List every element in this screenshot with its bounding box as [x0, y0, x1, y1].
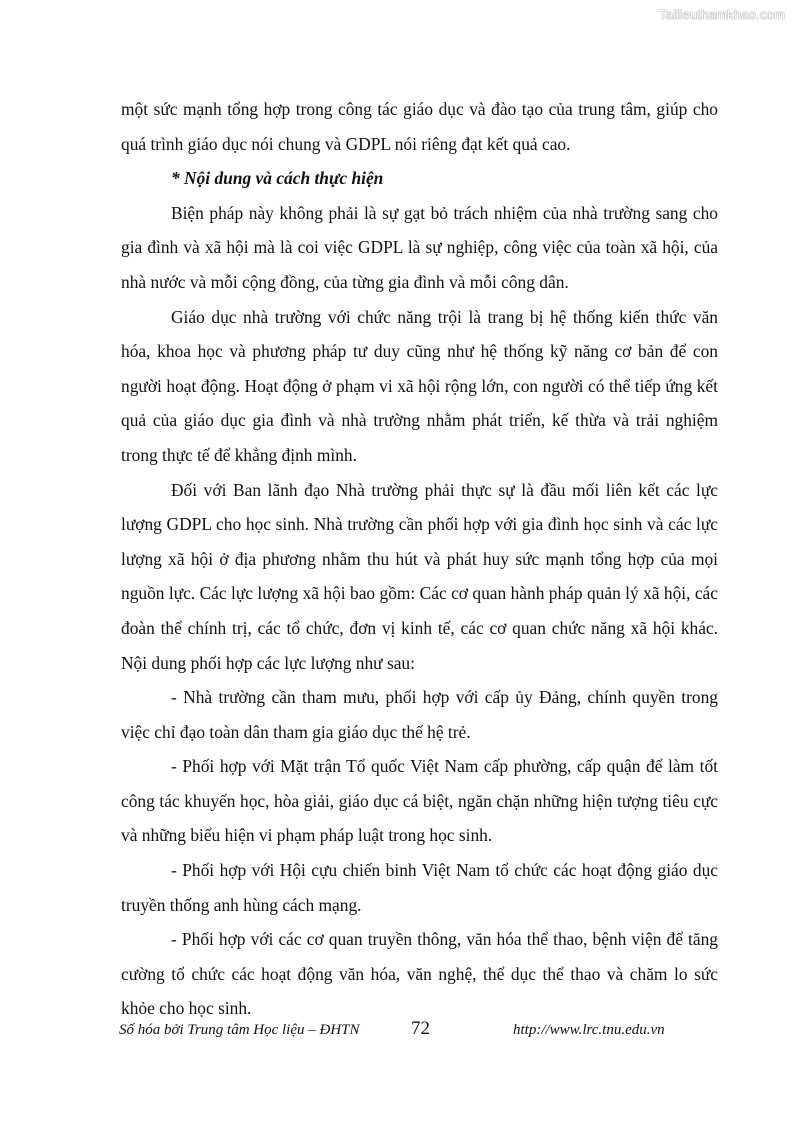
page-number: 72	[411, 1018, 430, 1039]
footer-url: http://www.lrc.tnu.edu.vn	[513, 1022, 665, 1038]
footer-source: Số hóa bởi Trung tâm Học liệu – ĐHTN	[119, 1022, 360, 1038]
list-item: - Phối hợp với các cơ quan truyền thông, văn hóa thể thao, bệnh viện để tăng cường tổ chức các hoạt động văn hóa, văn nghệ, thể dục thể thao và chăm lo sức khỏe cho học sinh.	[121, 929, 718, 1019]
list-item: - Phối hợp với Mặt trận Tổ quốc Việt Nam cấp phường, cấp quận để làm tốt công tác khuyến học, hòa giải, giáo dục cá biệt, ngăn chặn những hiện tượng tiêu cực và những biểu hiện vi phạm pháp luật trong học sinh.	[121, 756, 718, 846]
paragraph: Biện pháp này không phải là sự gạt bỏ trách nhiệm của nhà trường sang cho gia đình và xã hội mà là coi việc GDPL là sự nghiệp, công việc của toàn xã hội, của nhà nước và mỗi cộng đồng, của từng gia đình và mỗi công dân.	[121, 202, 718, 292]
paragraph-continuation: một sức mạnh tổng hợp trong công tác giáo dục và đào tạo của trung tâm, giúp cho quá trình giáo dục nói chung và GDPL nói riêng đạt kết quả cao.	[121, 99, 718, 154]
list-item: - Phối hợp với Hội cựu chiến binh Việt Nam tổ chức các hoạt động giáo dục truyền thống anh hùng cách mạng.	[121, 860, 718, 915]
section-heading: * Nội dung và cách thực hiện	[171, 168, 384, 189]
page-body	[121, 92, 718, 1026]
paragraph: Đối với Ban lãnh đạo Nhà trường phải thực sự là đầu mối liên kết các lực lượng GDPL cho học sinh. Nhà trường cần phối hợp với gia đình học sinh và các lực lượng xã hội ở địa phương nhằm thu hút và phát huy sức mạnh tổng hợp của mọi nguồn lực. Các lực lượng xã hội bao gồm: Các cơ quan hành pháp quản lý xã hội, các đoàn thể chính trị, các tổ chức, đơn vị kinh tế, các cơ quan chức năng xã hội khác. Nội dung phối hợp các lực lượng như sau:	[121, 479, 718, 673]
list-item: - Nhà trường cần tham mưu, phối hợp với cấp ủy Đảng, chính quyền trong việc chỉ đạo toàn dân tham gia giáo dục thế hệ trẻ.	[121, 687, 718, 742]
paragraph: Giáo dục nhà trường với chức năng trội là trang bị hệ thống kiến thức văn hóa, khoa học và phương pháp tư duy cũng như hệ thống kỹ năng cơ bản để con người hoạt động. Hoạt động ở phạm vi xã hội rộng lớn, con người có thể tiếp ứng kết quả của giáo dục gia đình và nhà trường nhằm phát triển, kế thừa và trải nghiệm trong thực tế để khẳng định mình.	[121, 306, 718, 465]
page-footer	[119, 1020, 679, 1044]
watermark: Tailieuthamkhao.com	[659, 7, 785, 22]
